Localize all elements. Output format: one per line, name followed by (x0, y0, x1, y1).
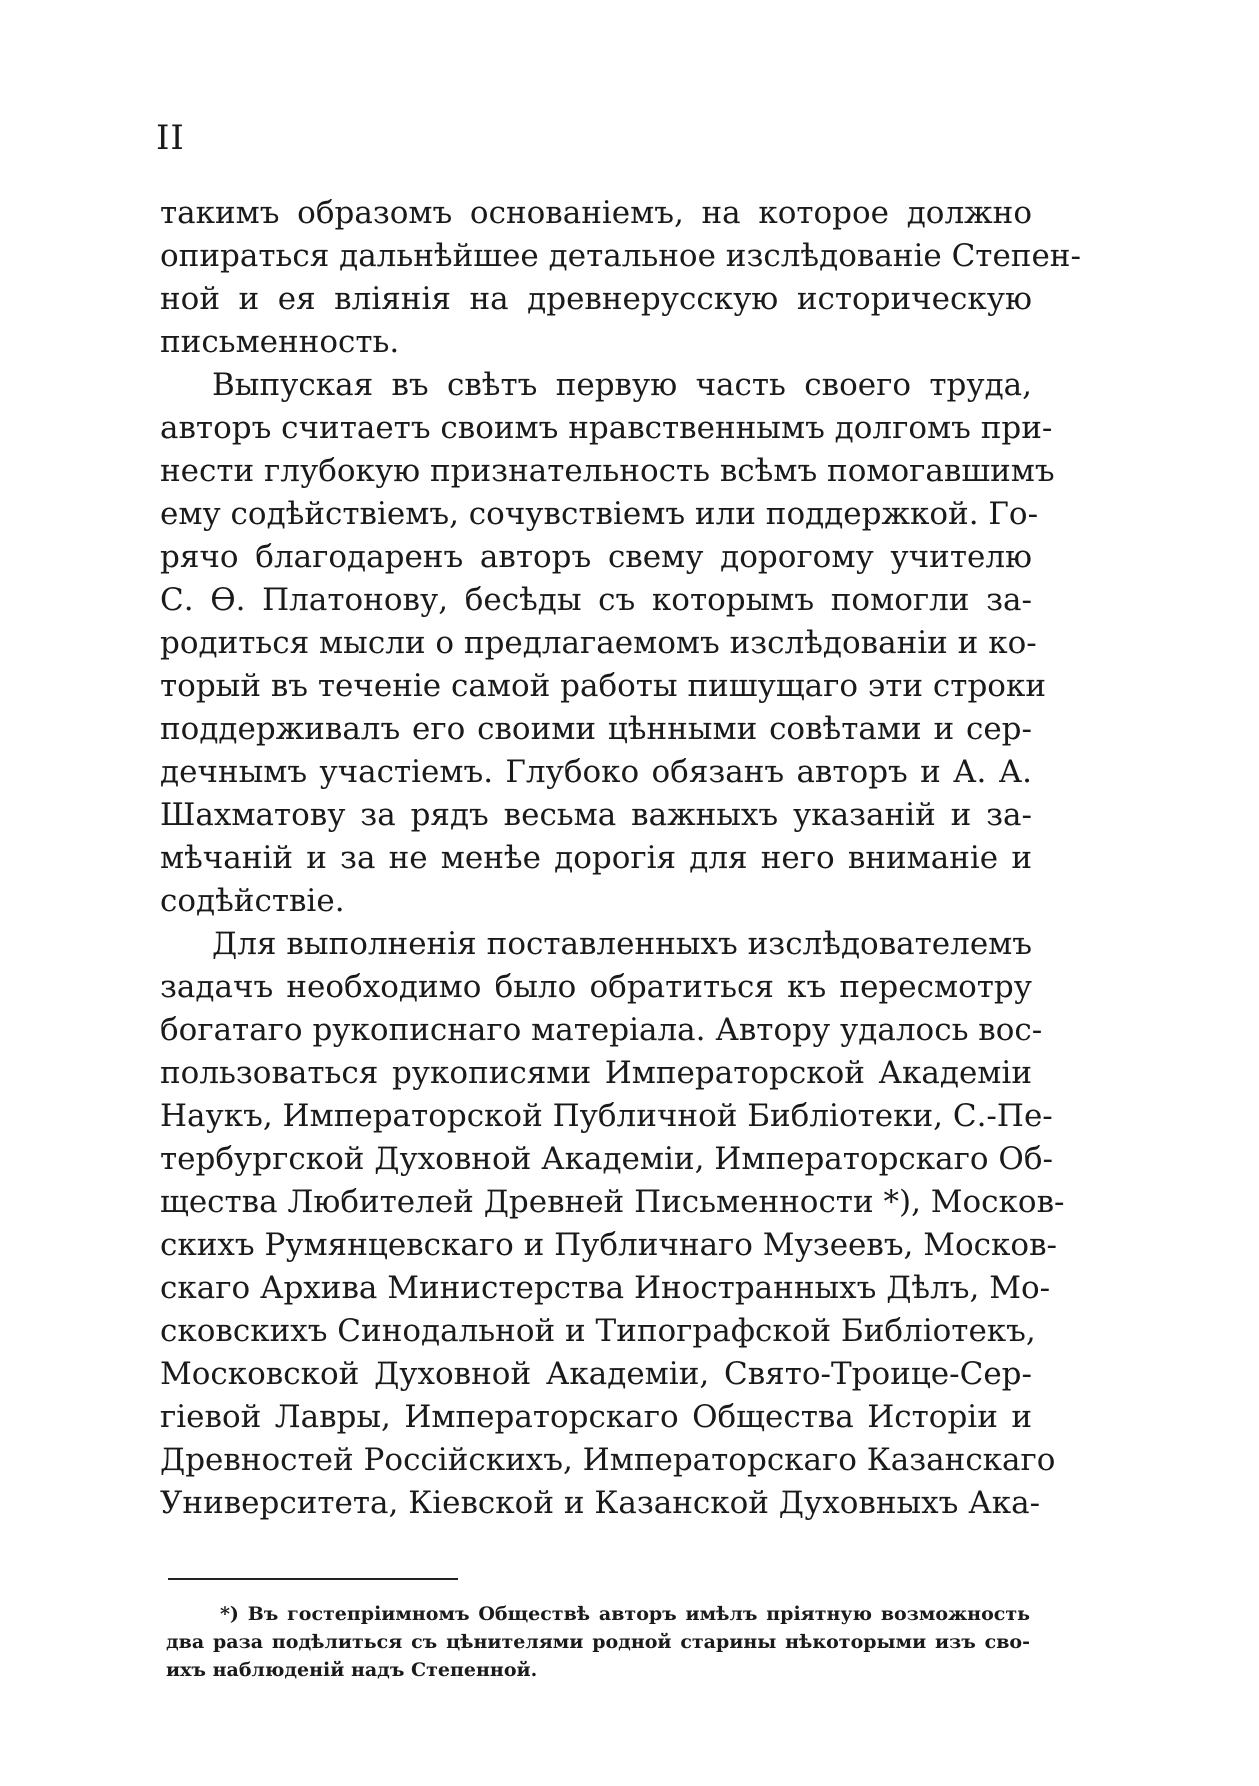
text-line: письменность. (160, 324, 400, 360)
footnote-line: ихъ наблюденій надъ Степенной. (166, 1659, 538, 1681)
main-text (160, 192, 1081, 1525)
text-line: богатаго рукописнаго матеріала. Автору удалось вос- (160, 1012, 1043, 1048)
text-line: Для выполненія поставленныхъ изслѣдователемъ (212, 926, 1032, 962)
text-line: содѣйствіе. (160, 883, 345, 919)
text-line: скаго Архива Министерства Иностранныхъ Дѣлъ, Мо- (160, 1270, 1051, 1306)
text-line: поддерживалъ его своими цѣнными совѣтами и сер- (160, 711, 1032, 747)
text-line: Наукъ, Императорской Публичной Библіотеки, С.-Пе- (160, 1098, 1053, 1134)
text-line: торый въ теченіе самой работы пишущаго эти строки (160, 668, 1046, 704)
text-line: Древностей Россійскихъ, Императорскаго Казанскаго (160, 1442, 1056, 1478)
text-line: ему содѣйствіемъ, сочувствіемъ или поддержкой. Го- (160, 496, 1039, 532)
text-line: такимъ образомъ основаніемъ, на которое должно (160, 195, 1032, 231)
text-line: мѣчаній и за не менѣе дорогія для него вниманіе и (160, 840, 1032, 876)
text-line: скихъ Румянцевскаго и Публичнаго Музеевъ, Москов- (160, 1227, 1058, 1263)
text-line: нести глубокую признательность всѣмъ помогавшимъ (160, 453, 1055, 489)
text-line: сковскихъ Синодальной и Типографской Библіотекъ, (160, 1313, 1036, 1349)
footnote-divider (168, 1578, 458, 1580)
text-line: дечнымъ участіемъ. Глубоко обязанъ авторъ и А. А. (160, 754, 1032, 790)
text-line: опираться дальнѣйшее детальное изслѣдованіе Степен- (160, 238, 1081, 274)
footnote-line: два раза подѣлиться съ цѣнителями родной старины нѣкоторыми изъ сво- (166, 1631, 1030, 1653)
text-line: пользоваться рукописями Императорской Академіи (160, 1055, 1032, 1091)
footnote-line: *) Въ гостепріимномъ Обществѣ авторъ имѣлъ пріятную возможность (220, 1603, 1030, 1625)
text-line: родиться мысли о предлагаемомъ изслѣдованіи и ко- (160, 625, 1037, 661)
text-line: авторъ считаетъ своимъ нравственнымъ долгомъ при- (160, 410, 1053, 446)
text-line: задачъ необходимо было обратиться къ пересмотру (160, 969, 1032, 1005)
text-line: Университета, Кіевской и Казанской Духовныхъ Ака- (160, 1485, 1041, 1521)
page-number: II (156, 118, 185, 158)
text-line: Выпуская въ свѣтъ первую часть своего труда, (212, 367, 1032, 403)
text-line: тербургской Духовной Академіи, Императорскаго Об- (160, 1141, 1053, 1177)
text-line: щества Любителей Древней Письменности *), Москов- (160, 1184, 1065, 1220)
text-line: ной и ея вліянія на древнерусскую историческую (160, 281, 1032, 317)
text-line: С. Ѳ. Платонову, бесѣды съ которымъ помогли за- (160, 582, 1032, 618)
text-line: гіевой Лавры, Императорскаго Общества Исторіи и (160, 1399, 1032, 1435)
footnote (166, 1600, 1030, 1684)
text-line: Московской Духовной Академіи, Свято-Троице-Сер- (160, 1356, 1032, 1392)
text-line: рячо благодаренъ авторъ свему дорогому учителю (160, 539, 1032, 575)
text-line: Шахматову за рядъ весьма важныхъ указаній и за- (160, 797, 1032, 833)
